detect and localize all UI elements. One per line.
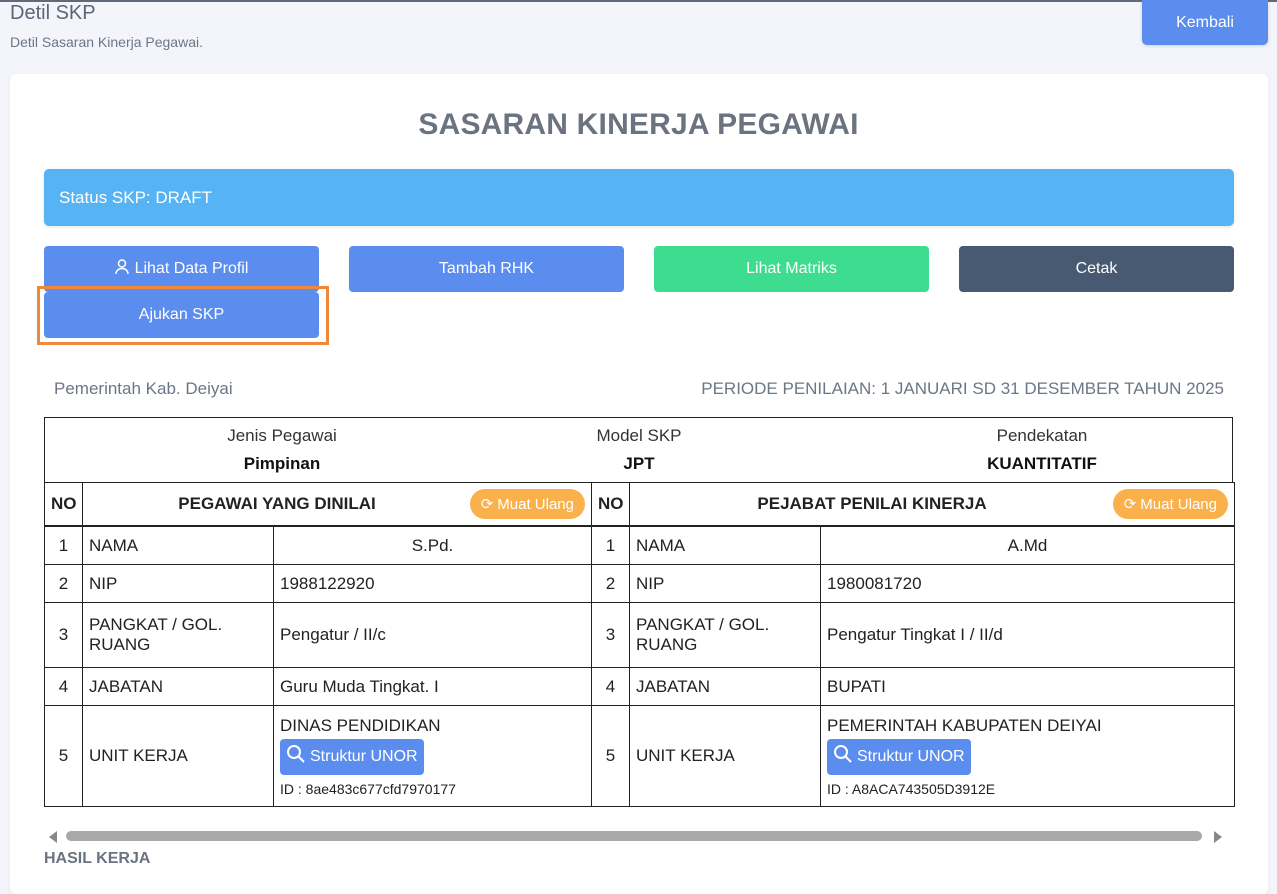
row-no: 4 [45, 668, 83, 706]
status-banner: Status SKP: DRAFT [44, 169, 1234, 226]
approach-value: KUANTITATIF [987, 454, 1097, 473]
assessor-unit-id: ID : A8ACA743505D3912E [827, 780, 996, 797]
table-header-row [45, 483, 1235, 527]
employee-nip: 1988122920 [274, 565, 592, 603]
row-no: 1 [592, 526, 630, 565]
scroll-left-arrow-icon[interactable] [49, 831, 57, 843]
scroll-right-arrow-icon[interactable] [1214, 831, 1222, 843]
search-icon [833, 744, 853, 769]
assessed-employee-title: PEGAWAI YANG DINILAI [178, 494, 376, 513]
work-results-heading: HASIL KERJA [44, 850, 151, 867]
row-no: 4 [592, 668, 630, 706]
struktur-unor-right-label: Struktur UNOR [857, 747, 965, 765]
employee-type [132, 426, 432, 474]
organization-label: Pemerintah Kab. Deiyai [54, 379, 233, 398]
assessed-employee-header [83, 483, 592, 527]
page-subtitle: Detil Sasaran Kinerja Pegawai. [10, 34, 203, 50]
submit-skp-button[interactable]: Ajukan SKP [44, 292, 319, 338]
reload-right-label: Muat Ulang [1140, 495, 1217, 513]
assessor-rank: Pengatur Tingkat I / II/d [821, 603, 1235, 668]
struktur-unor-left-button[interactable] [280, 739, 424, 775]
skp-title: SASARAN KINERJA PEGAWAI [418, 108, 859, 141]
row-label: JABATAN [83, 668, 274, 706]
employee-rank: Pengatur / II/c [274, 603, 592, 668]
row-label: NIP [83, 565, 274, 603]
row-label: NAMA [630, 526, 821, 565]
approach [892, 426, 1192, 474]
view-profile-label: Lihat Data Profil [134, 260, 249, 277]
employee-type-value: Pimpinan [243, 454, 321, 473]
employee-unit-id: ID : 8ae483c677cfd7970177 [280, 780, 456, 797]
row-label: NIP [630, 565, 821, 603]
row-label: UNIT KERJA [630, 706, 821, 807]
employee-position: Guru Muda Tingkat. I [274, 668, 592, 706]
struktur-unor-right-button[interactable] [827, 739, 971, 775]
row-label: UNIT KERJA [83, 706, 274, 807]
assessor-header [630, 483, 1235, 527]
search-icon [286, 744, 306, 769]
skp-model-value: JPT [623, 454, 655, 473]
user-icon [115, 259, 129, 280]
row-no: 2 [592, 565, 630, 603]
employee-type-label: Jenis Pegawai [227, 426, 337, 445]
skp-model [489, 426, 789, 474]
row-label: NAMA [83, 526, 274, 565]
row-label: PANGKAT / GOL. RUANG [83, 603, 274, 668]
row-no: 2 [45, 565, 83, 603]
reload-left-button[interactable] [470, 489, 585, 519]
table-row [45, 565, 1235, 603]
add-rhk-button[interactable]: Tambah RHK [349, 246, 624, 292]
row-no: 1 [45, 526, 83, 565]
assessor-position: BUPATI [821, 668, 1235, 706]
employee-name: S.Pd. [274, 526, 592, 565]
row-label: JABATAN [630, 668, 821, 706]
page-title: Detil SKP [10, 2, 96, 24]
table-row [45, 706, 1235, 807]
top-border [0, 0, 1277, 2]
highlight-box [37, 286, 329, 345]
skp-model-label: Model SKP [596, 426, 682, 445]
period-label: PERIODE PENILAIAN: 1 JANUARI SD 31 DESEMBER TAHUN 2025 [701, 379, 1224, 398]
no-header-right: NO [592, 483, 630, 527]
reload-left-label: Muat Ulang [497, 495, 574, 513]
table-row [45, 603, 1235, 668]
print-button[interactable]: Cetak [959, 246, 1234, 292]
refresh-icon: ⟳ [480, 496, 494, 513]
table-row [45, 668, 1235, 706]
view-matrix-button[interactable]: Lihat Matriks [654, 246, 929, 292]
assessor-nip: 1980081720 [821, 565, 1235, 603]
employee-unit-cell [274, 706, 592, 807]
row-no: 3 [592, 603, 630, 668]
scrollbar-thumb[interactable] [66, 831, 1202, 841]
employee-unit: DINAS PENDIDIKAN [280, 715, 441, 735]
struktur-unor-left-label: Struktur UNOR [310, 747, 418, 765]
row-no: 5 [45, 706, 83, 807]
assessor-unit: PEMERINTAH KABUPATEN DEIYAI [827, 715, 1102, 735]
horizontal-scrollbar[interactable] [44, 828, 1234, 844]
row-no: 3 [45, 603, 83, 668]
skp-info-box [44, 417, 1233, 483]
refresh-icon: ⟳ [1123, 496, 1137, 513]
employee-table [44, 482, 1235, 807]
row-no: 5 [592, 706, 630, 807]
approach-label: Pendekatan [996, 426, 1088, 445]
no-header: NO [45, 483, 83, 527]
reload-right-button[interactable] [1113, 489, 1228, 519]
back-button[interactable]: Kembali [1142, 0, 1268, 45]
row-label: PANGKAT / GOL. RUANG [630, 603, 821, 668]
assessor-title: PEJABAT PENILAI KINERJA [757, 494, 987, 513]
table-row [45, 526, 1235, 565]
assessor-unit-cell [821, 706, 1235, 807]
assessor-name: A.Md [821, 526, 1235, 565]
